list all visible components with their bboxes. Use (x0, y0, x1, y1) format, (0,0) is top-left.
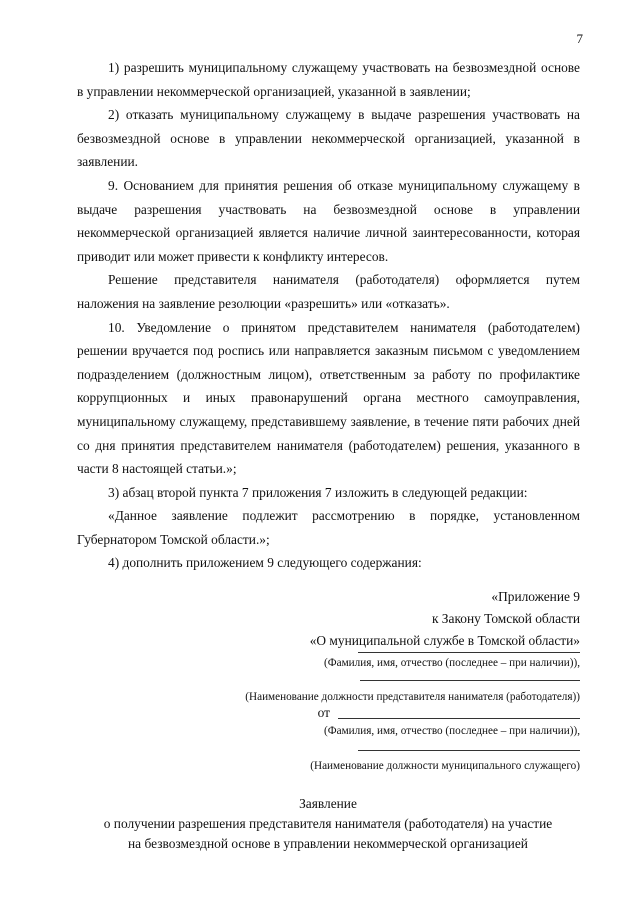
application-subtitle-line-2: на безвозмездной основе в управлении некоммерческой организацией (128, 836, 528, 851)
application-title: Заявление (299, 796, 357, 811)
head-name-line (358, 652, 580, 653)
page-number: 7 (576, 31, 583, 46)
head-name-row (200, 640, 580, 656)
head-name-line-2-row (200, 670, 580, 680)
from-label: от (317, 705, 330, 720)
employee-position-line (358, 750, 580, 751)
paragraph-quote: «Данное заявление подлежит рассмотрению в порядке, установленном Губернатором Томской области.»; (77, 508, 580, 547)
employee-name-caption: (Фамилия, имя, отчество (последнее – при наличии)), (324, 725, 580, 737)
paragraph-item-2: 2) отказать муниципальному служащему в выдаче разрешения участвовать на безвозмездной основе в управлении некоммерческой организацией, указанной в заявлении. (77, 107, 580, 170)
paragraph-point-9: 9. Основанием для принятия решения об отказе муниципальному служащему в выдаче разрешения участвовать на безвозмездной основе в управлении некоммерческой организацией является наличие личной заинтересованности, которая приводит или может привести к конфликту интересов. (77, 177, 580, 264)
employee-position-row (200, 738, 580, 758)
document-body (77, 56, 580, 575)
paragraph-item-4: 4) дополнить приложением 9 следующего содержания: (108, 555, 422, 571)
paragraph-item-1: 1) разрешить муниципальному служащему участвовать на безвозмездной основе в управлении некоммерческой организацией, указанной в заявлении; (77, 60, 580, 99)
head-name-caption: (Фамилия, имя, отчество (последнее – при наличии)), (324, 657, 580, 669)
from-row (200, 704, 580, 722)
application-title-block (60, 794, 596, 854)
head-name-line-2 (360, 680, 580, 681)
head-position-caption: (Наименование должности представителя нанимателя (работодателя)) (245, 691, 580, 703)
application-form-header (200, 640, 580, 773)
appendix-law-ref: к Закону Томской области (431, 611, 580, 626)
paragraph-point-10: 10. Уведомление о принятом представителем нанимателя (работодателем) решении вручается под роспись или направляется заказным письмом с уведомлением подразделением (должностным лицом), ответственным за работу по профилактике коррупционных и иных правонарушений органа местного самоуправления, муниципальному служащему, представившему заявление, в течение пяти рабочих дней со дня принятия представителем нанимателя (работодателем) решения, указанного в части 8 настоящей статьи.»; (77, 319, 580, 477)
employee-name-line (338, 718, 580, 719)
paragraph-item-3: 3) абзац второй пункта 7 приложения 7 изложить в следующей редакции: (108, 484, 528, 500)
employee-position-caption: (Наименование должности муниципального служащего) (310, 760, 580, 772)
paragraph-decision: Решение представителя нанимателя (работодателя) оформляется путем наложения на заявление резолюции «разрешить» или «отказать». (77, 272, 580, 311)
appendix-law-title: «О муниципальной службе в Томской области» (309, 633, 580, 648)
appendix-number: «Приложение 9 (491, 589, 580, 604)
application-subtitle-line-1: о получении разрешения представителя нанимателя (работодателя) на участие (103, 816, 553, 831)
